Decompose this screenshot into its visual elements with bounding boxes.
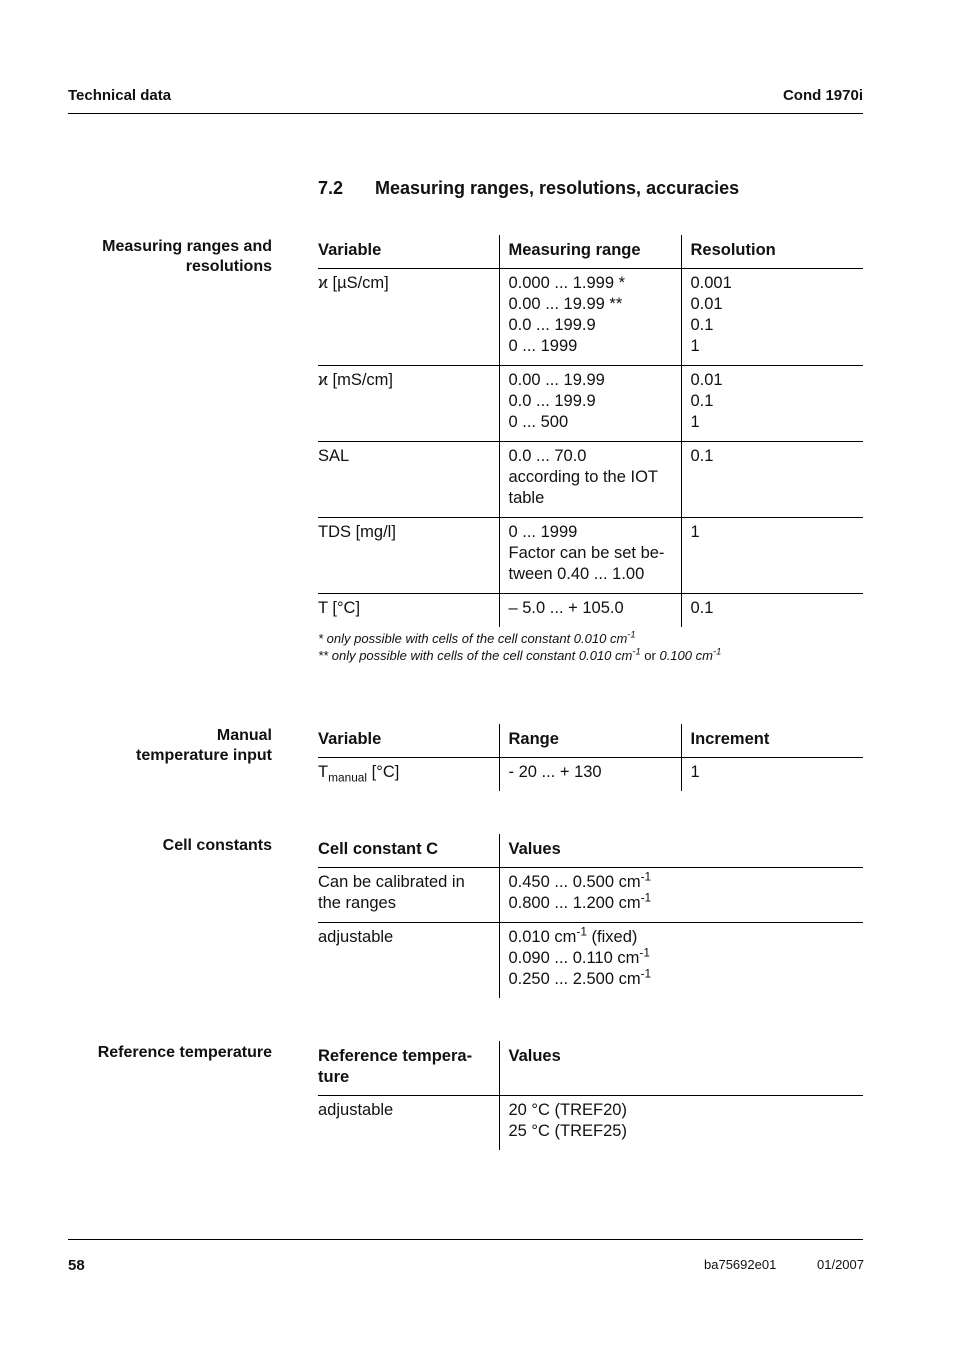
table-header-row [318,235,863,269]
document-id: ba75692e01 [704,1257,777,1272]
footer-rule [68,1239,863,1240]
column-header-variable: Variable [318,235,499,269]
running-header-right: Cond 1970i [782,87,863,104]
variable-cell: $T_{manual}$ [°C] [318,763,400,785]
column-header-measuring-range: Measuring range [499,235,681,269]
variable-cell: SAL [318,442,499,518]
variable-cell: ϰ [µS/cm] [318,269,499,366]
table-row [318,868,863,923]
sidebar-label-ranges: Measuring ranges and resolutions [102,238,272,275]
column-header-reference-temperature: Reference tempera- ture [318,1041,499,1096]
label-cell: adjustable [318,1101,394,1119]
table-row [318,1096,863,1151]
table-header-row [318,1041,863,1096]
document-date: 01/2007 [817,1257,864,1272]
sidebar-label-cell-constants: Cell constants [162,837,272,854]
table-header-row [318,834,863,868]
column-header-resolution: Resolution [681,235,863,269]
range-cell: – 5.0 ... + 105.0 [499,594,681,628]
table-row [318,366,863,442]
resolution-cell: 0.1 [681,442,863,518]
resolution-cell: 1 [681,518,863,594]
sidebar-label-manual-temperature: Manual temperature input [135,727,272,764]
values-cell: 0.010 $cm^{-1}$ (fixed) 0.090 ... 0.110 $cm^{-1}$ 0.250 ... 2.500 $cm^{-1}$ [499,923,863,999]
increment-cell: 1 [681,758,863,792]
column-header-cell-constant: Cell constant C [318,834,499,868]
resolution-cell: 0.001 0.01 0.1 1 [681,269,863,366]
range-cell: 0.0 ... 70.0 according to the IOT table [499,442,681,518]
values-cell: 20 °C (TREF20) 25 °C (TREF25) [499,1096,863,1151]
values-cell: 0.450 ... 0.500 $cm^{-1}$ 0.800 ... 1.200 $cm^{-1}$ [499,868,863,923]
manual-temperature-table [318,724,863,791]
range-cell: - 20 ... + 130 [499,758,681,792]
sidebar-label-reference-temperature: Reference temperature [97,1044,272,1061]
label-cell: adjustable [318,928,394,946]
range-cell: 0 ... 1999 Factor can be set be- tween 0.40 ... 1.00 [499,518,681,594]
section-title: Measuring ranges, resolutions, accuracies [375,178,740,198]
table-footnotes [318,630,721,664]
footnote-1: * only possible with cells of the cell constant 0.010 $cm^{-1}$ [318,629,636,646]
column-header-range: Range [499,724,681,758]
table-row [318,923,863,999]
table-header-row [318,724,863,758]
page-number: 58 [68,1257,85,1274]
variable-cell: ϰ [mS/cm] [318,366,499,442]
table-row [318,518,863,594]
column-header-values: Values [499,1041,863,1096]
cell-constants-table [318,834,863,998]
running-header-left: Technical data [68,87,172,104]
section-number: 7.2 [318,178,344,198]
column-header-values: Values [499,834,863,868]
section-heading [318,177,739,199]
range-cell: 0.00 ... 19.99 0.0 ... 199.9 0 ... 500 [499,366,681,442]
column-header-increment: Increment [681,724,863,758]
table-row [318,758,863,792]
footnote-2: ** only possible with cells of the cell constant 0.010 $cm^{-1}$ or 0.100 $cm^{-1}$ [318,646,722,663]
measuring-ranges-table [318,235,863,627]
resolution-cell: 0.1 [681,594,863,628]
header-rule [68,113,863,114]
variable-cell: T [°C] [318,599,361,617]
table-row [318,594,863,628]
table-row [318,269,863,366]
variable-cell: TDS [mg/l] [318,518,499,594]
label-cell: Can be calibrated in the ranges [318,868,499,923]
table-row [318,442,863,518]
range-cell: 0.000 ... 1.999 * 0.00 ... 19.99 ** 0.0 ... 199.9 0 ... 1999 [499,269,681,366]
column-header-variable: Variable [318,724,499,758]
reference-temperature-table [318,1041,863,1150]
resolution-cell: 0.01 0.1 1 [681,366,863,442]
